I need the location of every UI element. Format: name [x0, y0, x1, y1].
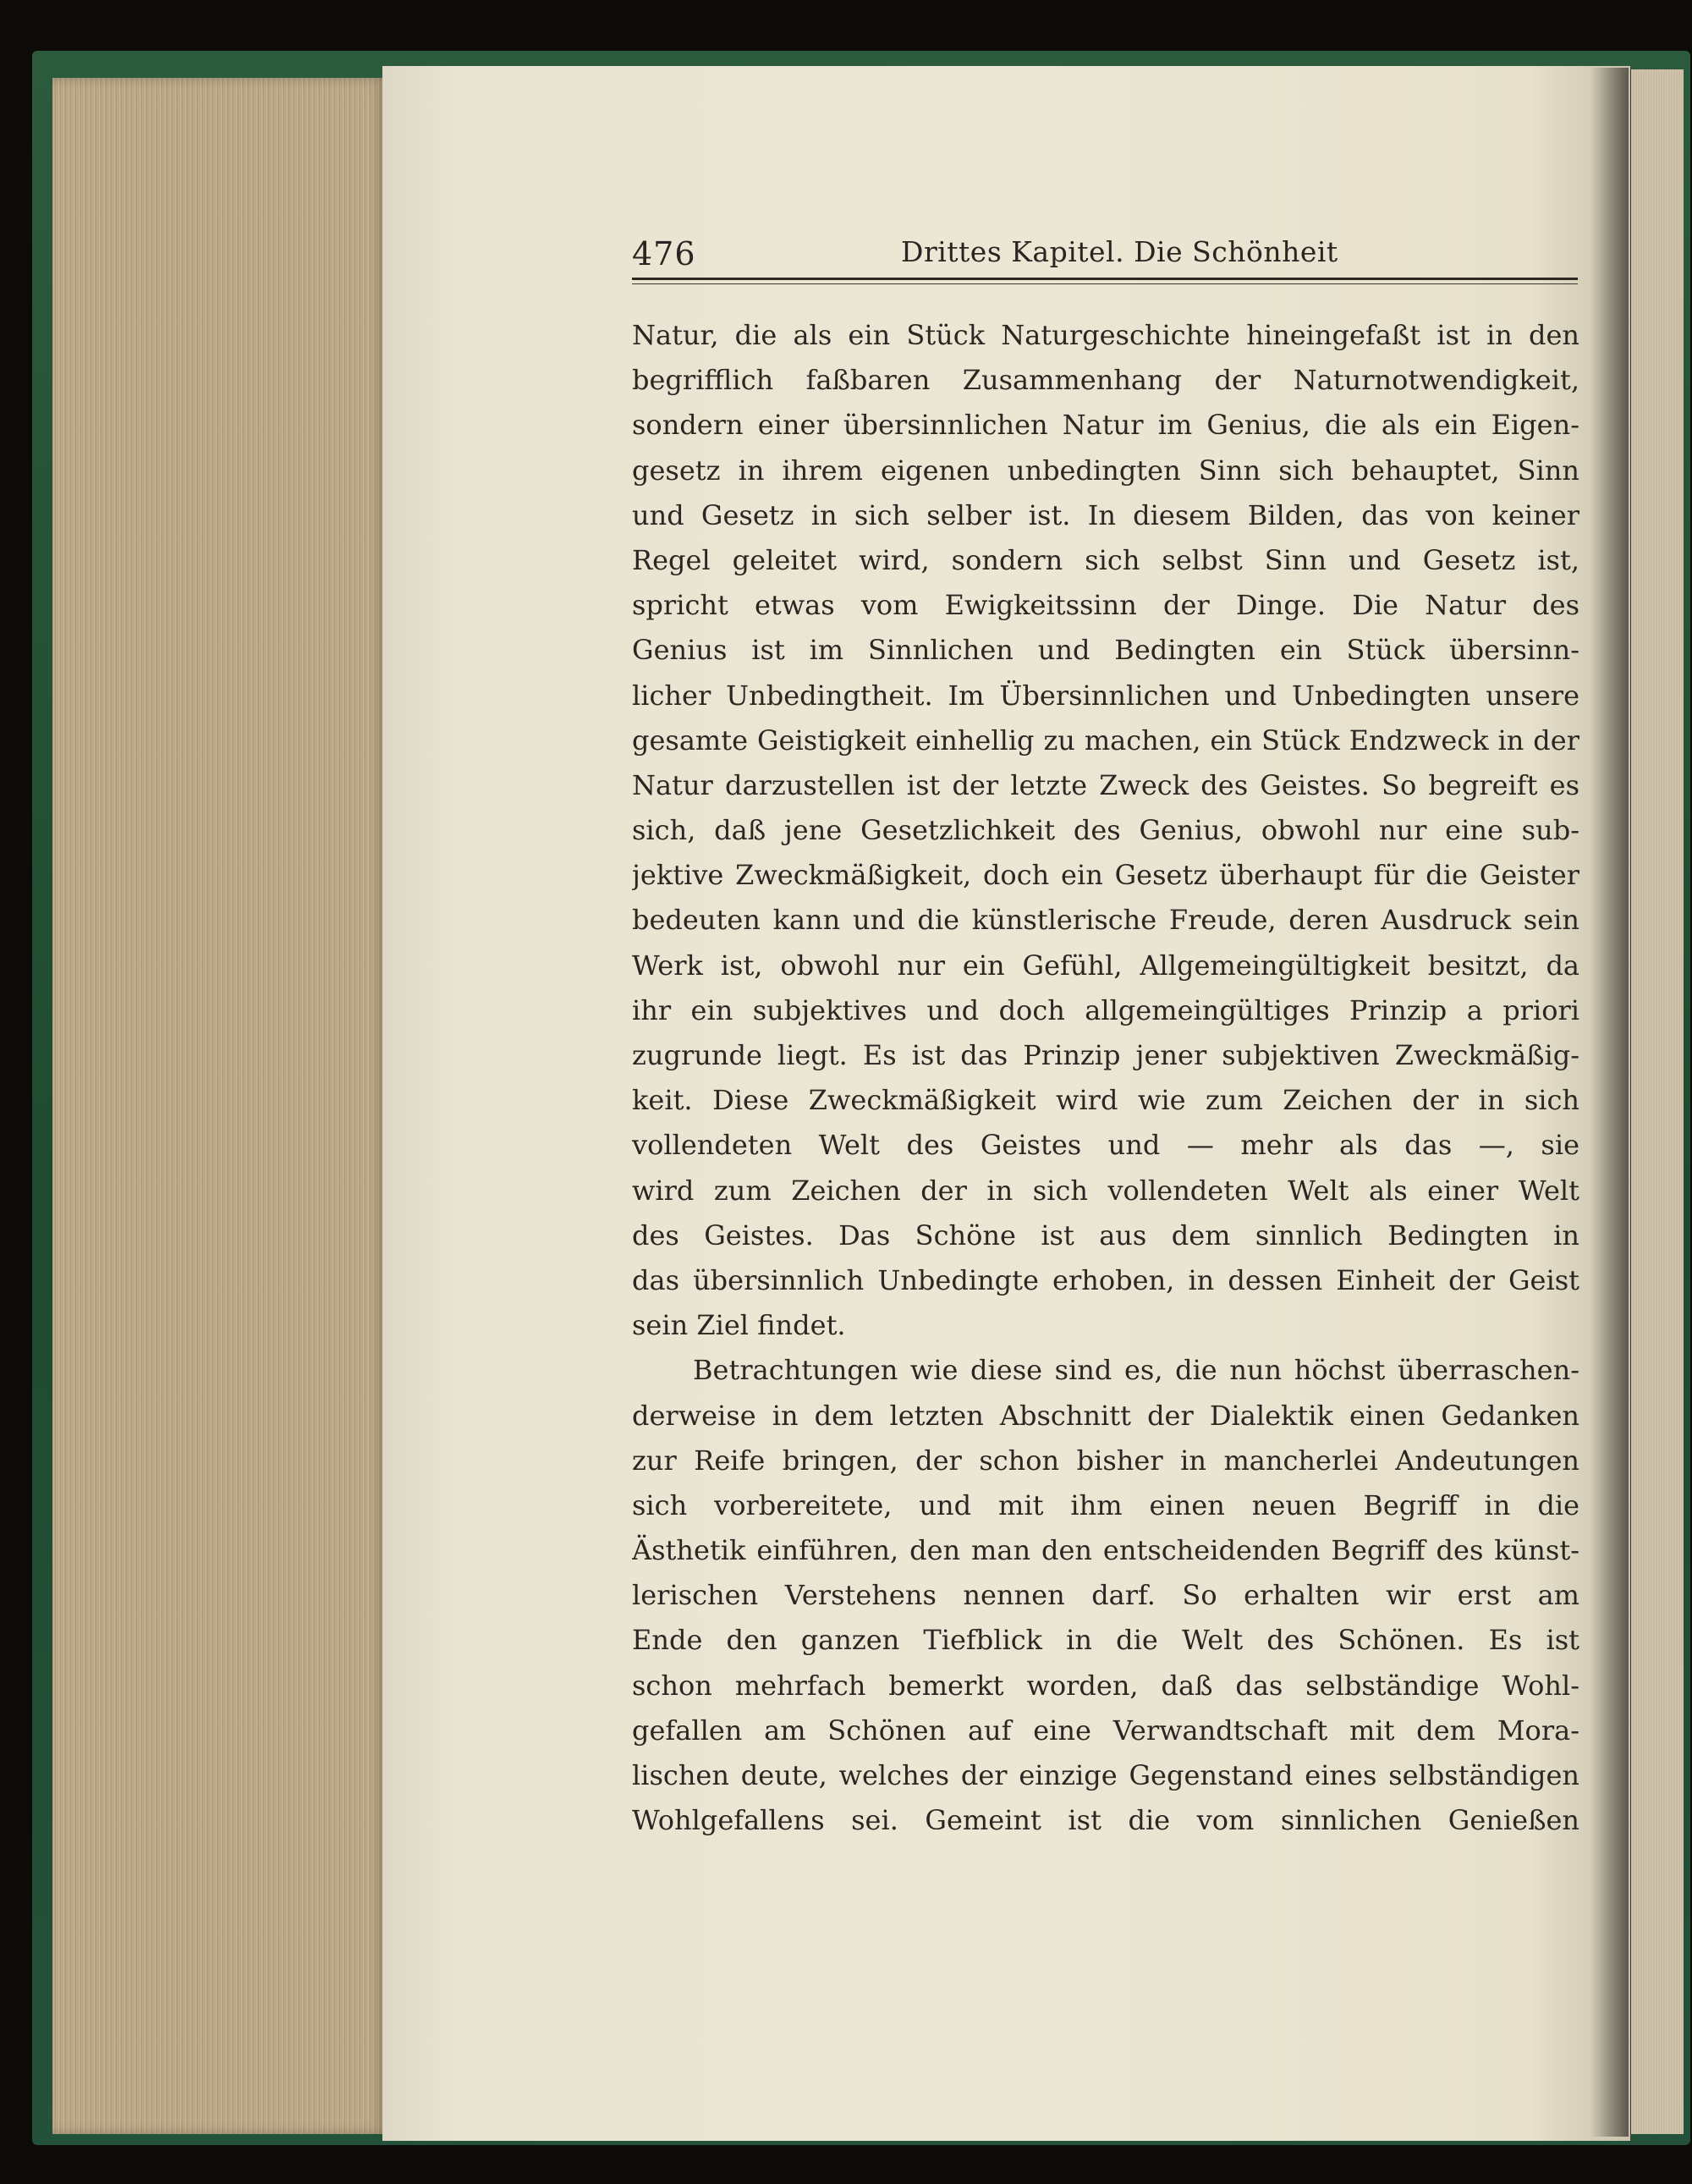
text-line: schon mehrfach bemerkt worden, daß das selbständige Wohl- [632, 1669, 1579, 1702]
text-line: sein Ziel findet. [632, 1309, 846, 1342]
text-line: wird zum Zeichen der in sich vollendeten Welt als einer Welt [632, 1174, 1579, 1207]
body-text [632, 313, 1579, 1843]
text-line: keit. Diese Zweckmäßigkeit wird wie zum Zeichen der in sich [632, 1084, 1579, 1117]
text-line: Wohlgefallens sei. Gemeint ist die vom sinnlichen Genießen [632, 1804, 1579, 1837]
text-line: begrifflich faßbaren Zusammenhang der Naturnotwendigkeit, [632, 364, 1579, 397]
text-line: sich, daß jene Gesetzlichkeit des Genius, obwohl nur eine sub- [632, 814, 1579, 847]
page-number: 476 [632, 235, 696, 272]
text-line: gesetz in ihrem eigenen unbedingten Sinn sich behauptet, Sinn [632, 454, 1579, 487]
text-line: derweise in dem letzten Abschnitt der Dialektik einen Gedanken [632, 1399, 1579, 1432]
header-rule [632, 278, 1578, 280]
paragraph [632, 1348, 1579, 1843]
header-rule-thin [632, 283, 1578, 284]
text-line: Regel geleitet wird, sondern sich selbst Sinn und Gesetz ist, [632, 543, 1579, 576]
text-line: jektive Zweckmäßigkeit, doch ein Gesetz überhaupt für die Geister [632, 859, 1579, 892]
text-line: licher Unbedingtheit. Im Übersinnlichen und Unbedingten unsere [632, 679, 1579, 712]
text-line: des Geistes. Das Schöne ist aus dem sinnlich Bedingten in [632, 1219, 1579, 1252]
page-edges-right [1629, 69, 1684, 2134]
text-line: lischen deute, welches der einzige Gegenstand eines selbständigen [632, 1759, 1579, 1791]
running-head: Drittes Kapitel. Die Schönheit [901, 235, 1338, 268]
text-line: lerischen Verstehens nennen darf. So erhalten wir erst am [632, 1579, 1579, 1612]
text-line: Ästhetik einführen, den man den entscheidenden Begriff des künst- [632, 1534, 1579, 1567]
gutter-shadow [1590, 68, 1629, 2137]
text-line: das übersinnlich Unbedingte erhoben, in dessen Einheit der Geist [632, 1263, 1579, 1296]
text-line: Ende den ganzen Tiefblick in die Welt des Schönen. Es ist [632, 1624, 1579, 1657]
text-line: gefallen am Schönen auf eine Verwandtschaft mit dem Mora- [632, 1714, 1579, 1747]
page-header [632, 230, 1578, 281]
text-line: gesamte Geistigkeit einhellig zu machen, ein Stück Endzweck in der [632, 723, 1579, 756]
text-line: zur Reife bringen, der schon bisher in mancherlei Andeutungen [632, 1444, 1579, 1477]
text-line: sondern einer übersinnlichen Natur im Genius, die als ein Eigen- [632, 409, 1579, 442]
paragraph [632, 313, 1579, 1348]
text-line: Genius ist im Sinnlichen und Bedingten ein Stück übersinn- [632, 634, 1579, 667]
text-line: ihr ein subjektives und doch allgemeingültiges Prinzip a priori [632, 993, 1579, 1026]
text-line: sich vorbereitete, und mit ihm einen neuen Begriff in die [632, 1488, 1579, 1521]
page-edges-left [52, 78, 387, 2134]
text-line: zugrunde liegt. Es ist das Prinzip jener subjektiven Zweckmäßig- [632, 1039, 1579, 1071]
text-line: Natur, die als ein Stück Naturgeschichte hineingefaßt ist in den [632, 319, 1579, 351]
text-line: Betrachtungen wie diese sind es, die nun höchst überraschen- [693, 1354, 1579, 1387]
text-line: Natur darzustellen ist der letzte Zweck des Geistes. So begreift es [632, 768, 1579, 801]
text-line: Werk ist, obwohl nur ein Gefühl, Allgemeingültigkeit besitzt, da [632, 949, 1579, 982]
text-line: bedeuten kann und die künstlerische Freude, deren Ausdruck sein [632, 904, 1579, 937]
text-line: spricht etwas vom Ewigkeitssinn der Dinge. Die Natur des [632, 589, 1579, 622]
text-line: und Gesetz in sich selber ist. In diesem Bilden, das von keiner [632, 498, 1579, 531]
text-line: vollendeten Welt des Geistes und — mehr als das —, sie [632, 1129, 1579, 1162]
